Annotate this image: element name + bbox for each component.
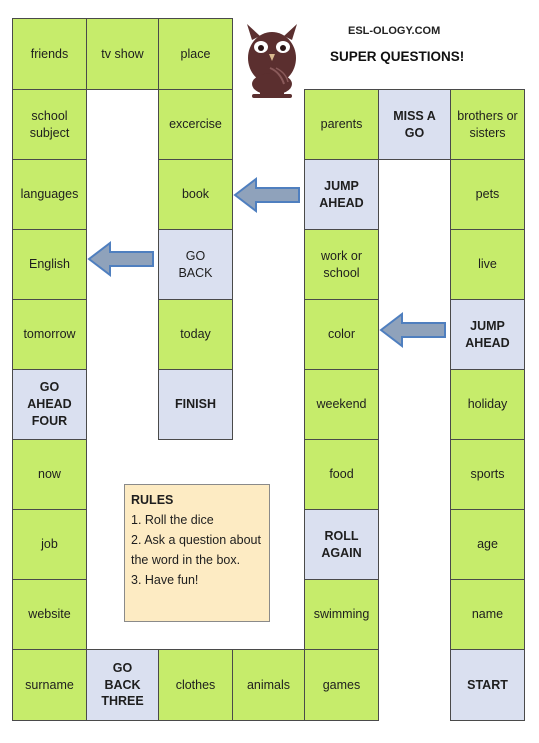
arrow-left-icon: [232, 176, 302, 214]
start-square: START: [450, 649, 525, 721]
action-square: JUMP AHEAD: [304, 159, 379, 230]
board-square: clothes: [158, 649, 233, 721]
board-square: color: [304, 299, 379, 370]
board-square: weekend: [304, 369, 379, 440]
rule-item: 3. Have fun!: [131, 573, 199, 587]
board-square: pets: [450, 159, 525, 230]
board-square: place: [158, 18, 233, 90]
action-square: MISS A GO: [378, 89, 451, 160]
site-name: ESL-OLOGY.COM: [348, 25, 441, 37]
rule-item: 1. Roll the dice: [131, 513, 214, 527]
board-square: excercise: [158, 89, 233, 160]
board-square: parents: [304, 89, 379, 160]
action-square: GO BACK THREE: [86, 649, 159, 721]
board-square: games: [304, 649, 379, 721]
board-square: work or school: [304, 229, 379, 300]
board-square: sports: [450, 439, 525, 510]
board-square: book: [158, 159, 233, 230]
arrow-left-icon: [378, 311, 448, 349]
board-square: age: [450, 509, 525, 580]
action-square: JUMP AHEAD: [450, 299, 525, 370]
owl-icon: [240, 18, 304, 102]
action-square: GO BACK: [158, 229, 233, 300]
board-square: swimming: [304, 579, 379, 650]
rule-item: 2. Ask a question about the word in the box.: [131, 533, 261, 567]
board-square: school subject: [12, 89, 87, 160]
arrow-left-icon: [86, 240, 156, 278]
board-square: brothers or sisters: [450, 89, 525, 160]
board-square: friends: [12, 18, 87, 90]
page-title: SUPER QUESTIONS!: [330, 49, 465, 64]
board-square: languages: [12, 159, 87, 230]
finish-square: FINISH: [158, 369, 233, 440]
rules-box: [124, 484, 270, 622]
board-square: holiday: [450, 369, 525, 440]
board-square: live: [450, 229, 525, 300]
board-square: now: [12, 439, 87, 510]
board-square: tomorrow: [12, 299, 87, 370]
board-square: animals: [232, 649, 305, 721]
action-square: GO AHEAD FOUR: [12, 369, 87, 440]
board-square: food: [304, 439, 379, 510]
board-square: English: [12, 229, 87, 300]
board-square: tv show: [86, 18, 159, 90]
board-square: website: [12, 579, 87, 650]
action-square: ROLL AGAIN: [304, 509, 379, 580]
board-square: surname: [12, 649, 87, 721]
rules-title: RULES: [131, 493, 174, 507]
board-square: job: [12, 509, 87, 580]
board-square: today: [158, 299, 233, 370]
board-square: name: [450, 579, 525, 650]
